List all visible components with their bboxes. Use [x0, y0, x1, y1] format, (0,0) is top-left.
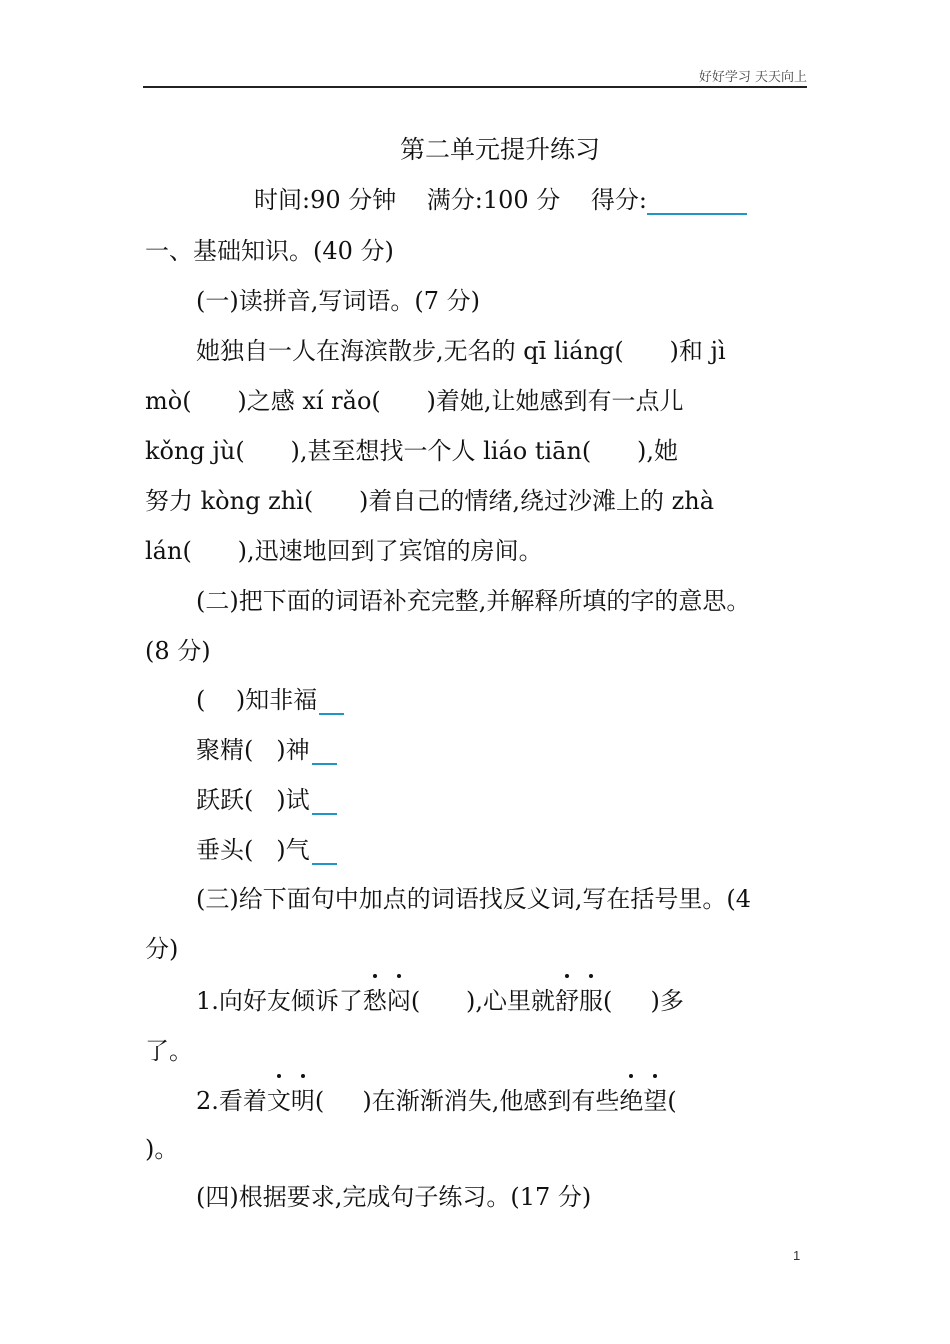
page-number: 1	[793, 1248, 801, 1263]
part-3-heading-cont: 分)	[145, 935, 179, 963]
dotted-char: 舒	[555, 987, 580, 1015]
meaning-blank[interactable]	[312, 739, 337, 765]
question-text: ( )多	[603, 987, 684, 1015]
dotted-char: 文	[266, 1087, 291, 1115]
dotted-char: 闷	[386, 987, 411, 1015]
part-1-heading: (一)读拼音,写词语。(7 分)	[196, 287, 480, 315]
score-label: 得分:	[590, 186, 647, 214]
exam-meta	[254, 185, 747, 215]
dotted-char: 绝	[619, 1087, 644, 1115]
score-blank[interactable]	[647, 187, 747, 215]
pinyin-passage-line-5: lán( ),迅速地回到了宾馆的房间。	[145, 537, 543, 565]
meaning-blank[interactable]	[319, 689, 344, 715]
antonym-question-1	[196, 986, 684, 1016]
part-4-heading: (四)根据要求,完成句子练习。(17 分)	[196, 1183, 592, 1211]
question-text: 2.看着	[196, 1087, 267, 1115]
header-rule	[143, 86, 807, 88]
pinyin-passage-line-2: mò( )之感 xí rǎo( )着她,让她感到有一点儿	[145, 387, 684, 415]
part-2-heading: (二)把下面的词语补充完整,并解释所填的字的意思。	[196, 587, 751, 615]
question-text: 1.向好友倾诉了	[196, 987, 363, 1015]
pinyin-passage-line-3: kǒng jù( ),甚至想找一个人 liáo tiān( ),她	[145, 437, 679, 465]
antonym-question-1-cont: 了。	[145, 1037, 193, 1065]
idiom-text: 跃跃( )试	[196, 786, 310, 814]
idiom-text: 聚精( )神	[196, 736, 310, 764]
part-3-heading: (三)给下面句中加点的词语找反义词,写在括号里。(4	[196, 885, 751, 913]
page-header-slogan: 好好学习 天天向上	[698, 70, 807, 85]
question-text: (	[667, 1087, 677, 1115]
pinyin-passage-line-1: 她独自一人在海滨散步,无名的 qī liáng( )和 jì	[196, 337, 726, 365]
full-score: 满分:100 分	[426, 186, 561, 214]
idiom-item	[196, 835, 337, 865]
antonym-question-2-cont: )。	[145, 1135, 179, 1163]
question-text: ( )在渐渐消失,他感到有些	[314, 1087, 620, 1115]
idiom-text: ( )知非福	[196, 686, 318, 714]
dotted-char: 明	[290, 1087, 315, 1115]
idiom-item	[196, 785, 337, 815]
dotted-char: 服	[579, 987, 604, 1015]
pinyin-passage-line-4: 努力 kòng zhì( )着自己的情绪,绕过沙滩上的 zhà	[145, 487, 715, 515]
idiom-item	[196, 735, 337, 765]
question-text: ( ),心里就	[410, 987, 556, 1015]
time-limit: 时间:90 分钟	[254, 186, 397, 214]
section-1-heading: 一、基础知识。(40 分)	[145, 237, 394, 265]
part-2-heading-cont: (8 分)	[145, 637, 211, 665]
dotted-char: 望	[643, 1087, 668, 1115]
dotted-char: 愁	[362, 987, 387, 1015]
idiom-text: 垂头( )气	[196, 836, 310, 864]
antonym-question-2	[196, 1086, 677, 1116]
page-title: 第二单元提升练习	[399, 135, 600, 164]
meaning-blank[interactable]	[312, 789, 337, 815]
idiom-item	[196, 685, 344, 715]
meaning-blank[interactable]	[312, 839, 337, 865]
